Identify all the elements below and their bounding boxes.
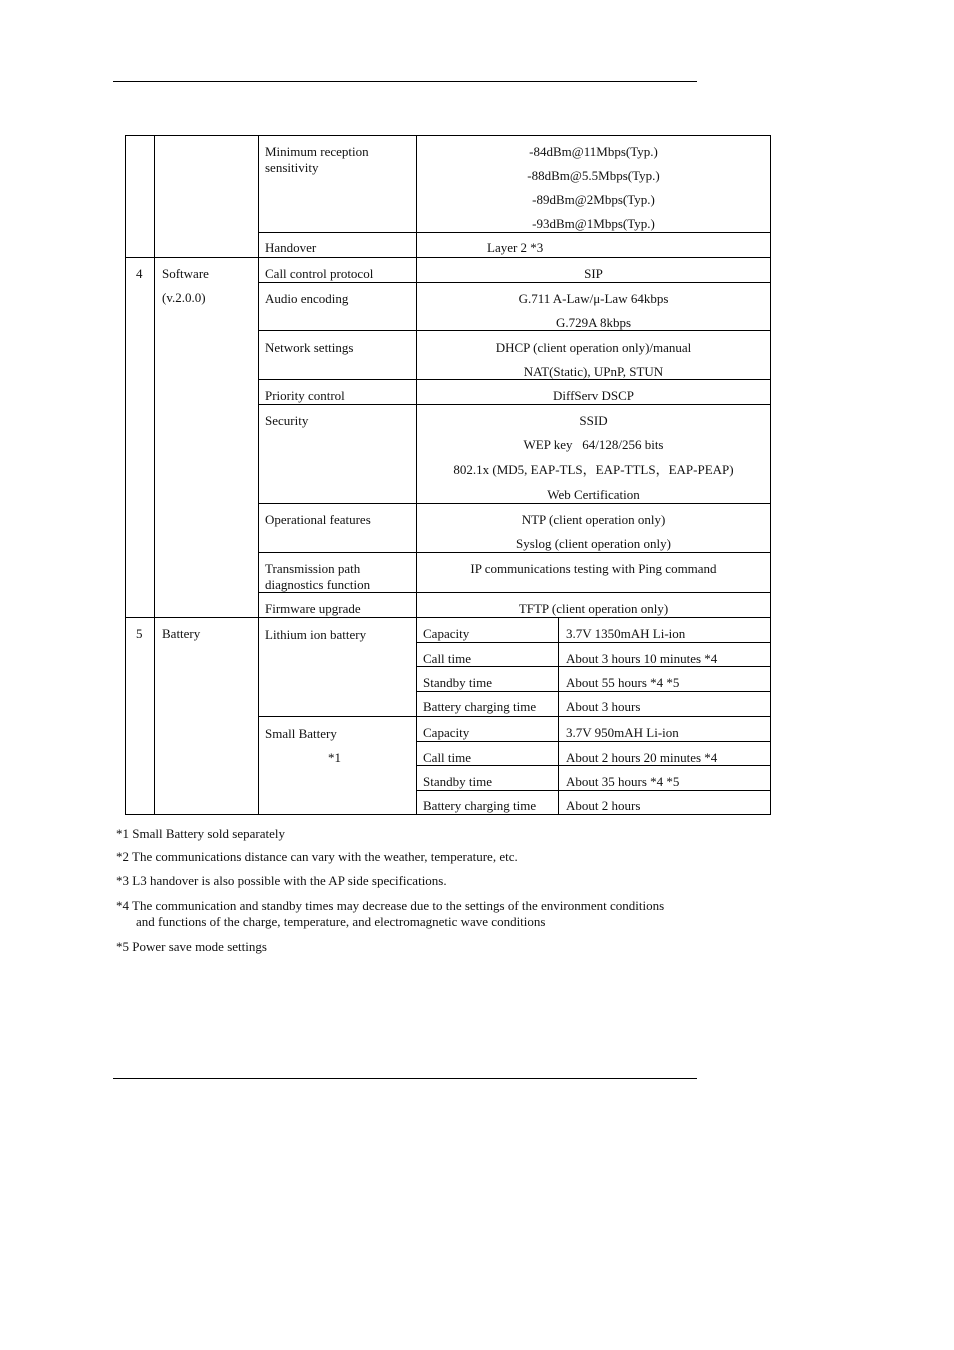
battery-key: Capacity bbox=[423, 626, 470, 641]
s4-label: Transmission path diagnostics function bbox=[265, 561, 371, 592]
num-cell-continued bbox=[125, 135, 155, 258]
handover-label: Handover bbox=[265, 240, 317, 255]
sensitivity-value: -93dBm@1Mbps(Typ.) bbox=[532, 216, 655, 231]
battery-value-cell bbox=[558, 790, 771, 815]
lithium-label-cell bbox=[258, 617, 417, 717]
battery-value-cell bbox=[558, 716, 771, 742]
s4-label-cell bbox=[258, 592, 417, 618]
battery-key-cell bbox=[416, 765, 559, 791]
s4-label-cell bbox=[258, 282, 417, 331]
battery-key-cell bbox=[416, 691, 559, 717]
s4-value: TFTP (client operation only) bbox=[518, 601, 669, 616]
s4-value-cell bbox=[416, 257, 771, 283]
section5-name: Battery bbox=[162, 626, 201, 641]
battery-key-cell bbox=[416, 790, 559, 815]
s4-value-cell bbox=[416, 330, 771, 380]
s4-value-cell bbox=[416, 552, 771, 593]
section4-name: Software bbox=[162, 266, 209, 281]
s4-value: SSID bbox=[579, 413, 608, 428]
s4-label: Call control protocol bbox=[265, 266, 374, 281]
s4-label: Audio encoding bbox=[265, 291, 349, 306]
s4-label-cell bbox=[258, 552, 417, 593]
footer-rule bbox=[113, 1078, 697, 1079]
section5-num-cell bbox=[125, 617, 155, 815]
s4-value: NAT(Static), UPnP, STUN bbox=[523, 364, 664, 379]
battery-value-cell bbox=[558, 617, 771, 643]
battery-key: Call time bbox=[423, 651, 472, 666]
battery-key-cell bbox=[416, 741, 559, 766]
sensitivity-value-cell bbox=[416, 135, 771, 233]
battery-key: Capacity bbox=[423, 725, 470, 740]
battery-key-cell bbox=[416, 642, 559, 667]
s4-value: G.729A 8kbps bbox=[555, 315, 632, 330]
s4-value: G.711 A-Law/μ-Law 64kbps bbox=[518, 291, 669, 306]
battery-key: Standby time bbox=[423, 774, 492, 789]
battery-key: Battery charging time bbox=[423, 798, 537, 813]
battery-value: About 2 hours 20 minutes *4 bbox=[566, 750, 718, 765]
battery-value: 3.7V 1350mAH Li-ion bbox=[566, 626, 686, 641]
footnote-continuation: and functions of the charge, temperature, and electromagnetic wave conditions bbox=[136, 914, 546, 929]
section4-version: (v.2.0.0) bbox=[162, 290, 206, 305]
footnote: *5 Power save mode settings bbox=[116, 939, 267, 954]
battery-value-cell bbox=[558, 666, 771, 692]
handover-value-cell bbox=[416, 232, 771, 258]
battery-key: Standby time bbox=[423, 675, 492, 690]
section5-num: 5 bbox=[136, 626, 143, 641]
handover-label-cell bbox=[258, 232, 417, 258]
battery-value: About 3 hours 10 minutes *4 bbox=[566, 651, 718, 666]
s4-value-cell bbox=[416, 282, 771, 331]
s4-value: Web Certification bbox=[547, 487, 640, 502]
s4-label: Firmware upgrade bbox=[265, 601, 361, 616]
battery-value: About 2 hours bbox=[566, 798, 641, 813]
battery-value: About 55 hours *4 *5 bbox=[566, 675, 680, 690]
small-battery-label-cell bbox=[258, 716, 417, 815]
s4-value: WEP key 64/128/256 bits bbox=[523, 437, 664, 452]
battery-key-cell bbox=[416, 716, 559, 742]
battery-value-cell bbox=[558, 642, 771, 667]
battery-key: Call time bbox=[423, 750, 472, 765]
small-battery-label: Small Battery bbox=[265, 726, 337, 741]
s4-value: 802.1x (MD5, EAP-TLS，EAP-TTLS，EAP-PEAP) bbox=[453, 462, 734, 477]
battery-value-cell bbox=[558, 741, 771, 766]
footnote: *2 The communications distance can vary with the weather, temperature, etc. bbox=[116, 849, 518, 864]
battery-value-cell bbox=[558, 765, 771, 791]
handover-value: Layer 2 *3 bbox=[487, 240, 544, 255]
s4-label: Network settings bbox=[265, 340, 354, 355]
sensitivity-value: -89dBm@2Mbps(Typ.) bbox=[532, 192, 655, 207]
category-cell-continued bbox=[154, 135, 259, 258]
sensitivity-label: Minimum reception sensitivity bbox=[265, 144, 369, 175]
spec-table bbox=[125, 135, 771, 815]
footnote: *1 Small Battery sold separately bbox=[116, 826, 285, 841]
section4-num-cell bbox=[125, 257, 155, 618]
s4-value: DiffServ DSCP bbox=[552, 388, 635, 403]
s4-value: SIP bbox=[584, 266, 603, 281]
s4-value: NTP (client operation only) bbox=[521, 512, 666, 527]
section4-name-cell bbox=[154, 257, 259, 618]
battery-key-cell bbox=[416, 617, 559, 643]
battery-key-cell bbox=[416, 666, 559, 692]
footnote: *3 L3 handover is also possible with the AP side specifications. bbox=[116, 873, 447, 888]
s4-label-cell bbox=[258, 379, 417, 405]
header-rule bbox=[113, 81, 697, 82]
s4-value-cell bbox=[416, 379, 771, 405]
s4-label-cell bbox=[258, 404, 417, 504]
sensitivity-value: -88dBm@5.5Mbps(Typ.) bbox=[527, 168, 660, 183]
small-battery-note: *1 bbox=[328, 750, 341, 765]
s4-value-cell bbox=[416, 404, 771, 504]
s4-value: IP communications testing with Ping command bbox=[470, 561, 717, 576]
lithium-label: Lithium ion battery bbox=[265, 627, 367, 642]
s4-label-cell bbox=[258, 503, 417, 553]
sensitivity-value: -84dBm@11Mbps(Typ.) bbox=[529, 144, 658, 159]
s4-label-cell bbox=[258, 257, 417, 283]
battery-value: 3.7V 950mAH Li-ion bbox=[566, 725, 679, 740]
s4-value: Syslog (client operation only) bbox=[516, 536, 671, 551]
s4-label: Operational features bbox=[265, 512, 371, 527]
battery-value: About 3 hours bbox=[566, 699, 641, 714]
footnote: *4 The communication and standby times may decrease due to the settings of the environment conditions bbox=[116, 898, 665, 913]
s4-label: Security bbox=[265, 413, 309, 428]
section4-num: 4 bbox=[136, 266, 143, 281]
sensitivity-label-cell bbox=[258, 135, 417, 233]
section5-name-cell bbox=[154, 617, 259, 815]
s4-label: Priority control bbox=[265, 388, 345, 403]
s4-value-cell bbox=[416, 503, 771, 553]
battery-key: Battery charging time bbox=[423, 699, 537, 714]
s4-value: DHCP (client operation only)/manual bbox=[495, 340, 692, 355]
s4-label-cell bbox=[258, 330, 417, 380]
s4-value-cell bbox=[416, 592, 771, 618]
battery-value-cell bbox=[558, 691, 771, 717]
battery-value: About 35 hours *4 *5 bbox=[566, 774, 680, 789]
